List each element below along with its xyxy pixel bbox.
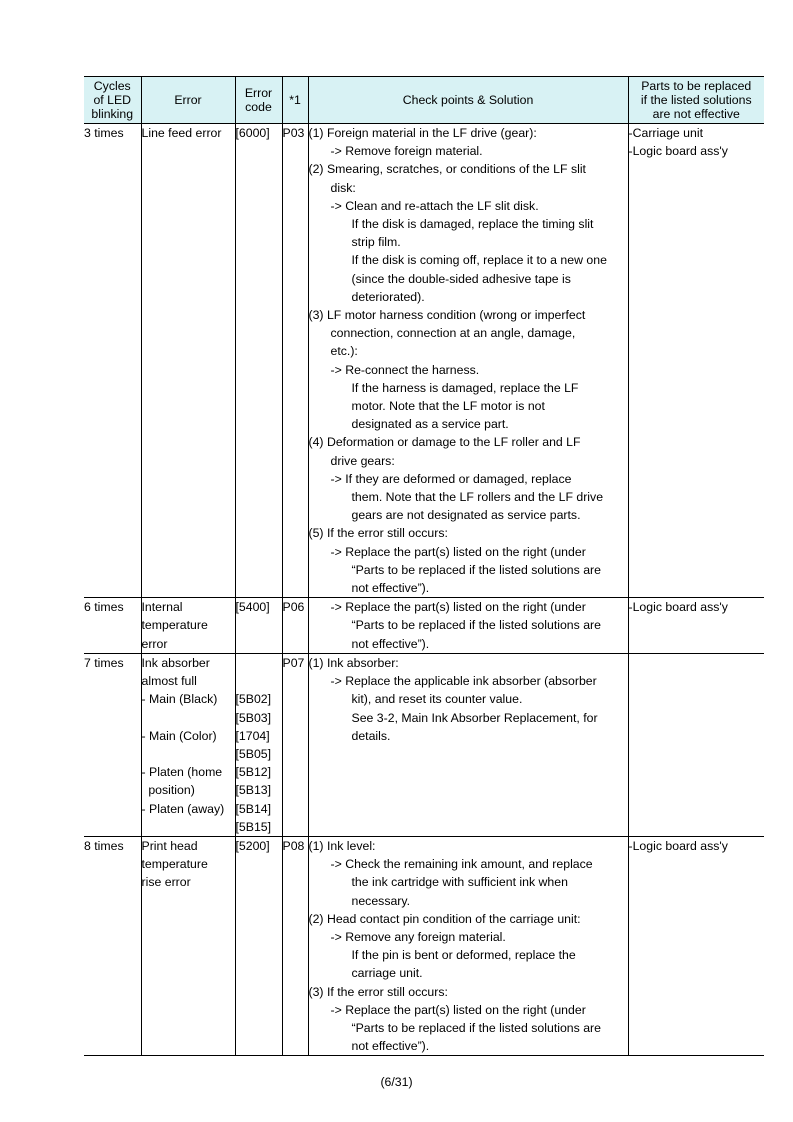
header-error: Error	[141, 77, 235, 124]
error-cell	[141, 598, 235, 654]
cycles-cell	[84, 124, 141, 598]
cell-line: carriage unit.	[351, 966, 423, 981]
cycles-cell	[84, 836, 141, 1055]
star-cell	[282, 653, 308, 836]
error-cell	[141, 836, 235, 1055]
cell-line: -> Replace the part(s) listed on the right (under	[330, 600, 586, 615]
cell-line: position)	[141, 783, 195, 798]
cell-line: Print head	[141, 838, 198, 853]
cell-line: -> Replace the part(s) listed on the right (under	[330, 544, 586, 559]
cell-line: (5) If the error still occurs:	[308, 526, 448, 541]
cell-line: [5B02]	[235, 692, 272, 707]
cell-line: strip film.	[351, 235, 401, 250]
cell-line: Line feed error	[141, 126, 222, 140]
cell-line: temperature	[141, 857, 208, 872]
cell-line: temperature	[141, 618, 208, 633]
cell-line: See 3-2, Main Ink Absorber Replacement, for	[351, 710, 598, 725]
cell-line: [5B03]	[235, 710, 272, 725]
error-code-cell	[235, 598, 282, 654]
cell-line: rise error	[141, 875, 191, 890]
check-points-cell	[308, 653, 628, 836]
cell-line: -> Replace the applicable ink absorber (absorber	[330, 674, 597, 689]
star-cell	[282, 124, 308, 598]
cell-line: - Platen (home	[141, 765, 223, 780]
error-code-cell	[235, 124, 282, 598]
cell-line	[236, 672, 282, 690]
cell-line: [5B14]	[235, 801, 272, 816]
cell-line: -Logic board ass'y	[628, 600, 728, 615]
cell-line: not effective”).	[351, 1039, 430, 1054]
parts-cell	[628, 653, 764, 836]
cell-line: “Parts to be replaced if the listed solutions are	[351, 618, 601, 633]
header-star: *1	[282, 77, 308, 124]
star-cell	[282, 836, 308, 1055]
cell-line: [5200]	[235, 838, 270, 853]
cell-line: etc.):	[330, 344, 358, 359]
cell-line: (4) Deformation or damage to the LF roller and LF	[308, 435, 581, 450]
cell-line: [6000]	[235, 126, 270, 140]
error-code-cell	[235, 653, 282, 836]
cell-line: If the disk is damaged, replace the timing slit	[351, 217, 594, 232]
table-row	[84, 836, 764, 1055]
cell-line: (1) Ink absorber:	[308, 655, 399, 670]
cell-line	[236, 654, 282, 672]
cell-line: -> Remove any foreign material.	[330, 929, 506, 944]
cell-line: 6 times	[84, 600, 124, 615]
cell-line: P07	[282, 655, 305, 670]
table-body	[84, 124, 764, 1056]
table-row	[84, 598, 764, 654]
cell-line: P03	[282, 126, 305, 140]
cell-line: almost full	[141, 674, 197, 689]
cell-line: not effective”).	[351, 636, 430, 651]
cell-line: If the disk is coming off, replace it to a new one	[351, 253, 607, 268]
cell-line: If the pin is bent or deformed, replace the	[351, 948, 576, 963]
cell-line: If the harness is damaged, replace the LF	[351, 380, 579, 395]
cell-line: connection, connection at an angle, damage,	[330, 326, 576, 341]
cell-line: -Logic board ass'y	[628, 838, 728, 853]
cell-line: - Main (Color)	[141, 728, 217, 743]
cell-line: 7 times	[84, 655, 124, 670]
header-error-code: Error code	[235, 77, 282, 124]
cell-line: kit), and reset its counter value.	[351, 692, 523, 707]
error-cell	[141, 124, 235, 598]
cell-line: (3) If the error still occurs:	[308, 984, 448, 999]
table-row	[84, 653, 764, 836]
cell-line: deteriorated).	[351, 289, 425, 304]
cell-line: drive gears:	[330, 453, 395, 468]
header-cycles: Cycles of LED blinking	[84, 77, 141, 124]
cell-line: P06	[282, 600, 305, 615]
page-number: (6/31)	[380, 1075, 413, 1089]
cell-line: Internal	[141, 600, 183, 615]
cell-line	[142, 818, 235, 836]
table-row	[84, 124, 764, 598]
cell-line: (2) Smearing, scratches, or conditions of the LF slit	[308, 162, 586, 177]
cell-line: Ink absorber	[141, 655, 210, 670]
cell-line: the ink cartridge with sufficient ink when	[351, 875, 568, 890]
cell-line: (2) Head contact pin condition of the carriage unit:	[308, 911, 581, 926]
cell-line: [5B15]	[235, 819, 272, 834]
cell-line: [5B12]	[235, 765, 272, 780]
cell-line: disk:	[330, 180, 356, 195]
cell-line: -> Check the remaining ink amount, and replace	[330, 857, 593, 872]
cell-line: (1) Ink level:	[308, 838, 376, 853]
star-cell	[282, 598, 308, 654]
cell-line: not effective”).	[351, 581, 430, 596]
cell-line	[142, 745, 235, 763]
cell-line: [5B13]	[235, 783, 272, 798]
parts-cell	[628, 836, 764, 1055]
cell-line: “Parts to be replaced if the listed solutions are	[351, 1020, 601, 1035]
cycles-cell	[84, 598, 141, 654]
error-code-cell	[235, 836, 282, 1055]
cell-line: -> Clean and re-attach the LF slit disk.	[330, 198, 539, 213]
cell-line: - Platen (away)	[141, 801, 225, 816]
parts-cell	[628, 598, 764, 654]
cell-line: motor. Note that the LF motor is not	[351, 399, 545, 414]
check-points-cell	[308, 836, 628, 1055]
cell-line: gears are not designated as service parts.	[351, 508, 581, 523]
cell-line: (1) Foreign material in the LF drive (gear):	[308, 126, 537, 140]
cell-line: designated as a service part.	[351, 417, 509, 432]
cell-line: details.	[351, 728, 391, 743]
header-check-points: Check points & Solution	[308, 77, 628, 124]
parts-cell	[628, 124, 764, 598]
cell-line: (since the double-sided adhesive tape is	[351, 271, 571, 286]
cell-line: (3) LF motor harness condition (wrong or imperfect	[308, 308, 586, 323]
cell-line: [1704]	[235, 728, 270, 743]
check-points-cell	[308, 124, 628, 598]
cell-line	[142, 709, 235, 727]
cell-line: [5400]	[235, 600, 270, 615]
cycles-cell	[84, 653, 141, 836]
cell-line: - Main (Black)	[141, 692, 218, 707]
table-header-row	[84, 77, 764, 124]
cell-line: them. Note that the LF rollers and the LF drive	[351, 490, 604, 505]
cell-line: -> If they are deformed or damaged, replace	[330, 471, 572, 486]
cell-line: error	[141, 636, 168, 651]
cell-line: “Parts to be replaced if the listed solutions are	[351, 562, 601, 577]
cell-line: [5B05]	[235, 746, 272, 761]
error-table	[84, 76, 764, 1056]
cell-line: 3 times	[84, 126, 124, 140]
cell-line: P08	[282, 838, 305, 853]
cell-line: -> Replace the part(s) listed on the right (under	[330, 1002, 586, 1017]
check-points-cell	[308, 598, 628, 654]
cell-line: 8 times	[84, 838, 124, 853]
header-parts: Parts to be replaced if the listed solutions are not effective	[628, 77, 764, 124]
cell-line: -Carriage unit	[628, 126, 703, 140]
error-cell	[141, 653, 235, 836]
cell-line: -Logic board ass'y	[628, 144, 728, 159]
cell-line: -> Remove foreign material.	[330, 144, 483, 159]
cell-line: necessary.	[351, 893, 411, 908]
cell-line: -> Re-connect the harness.	[330, 362, 480, 377]
